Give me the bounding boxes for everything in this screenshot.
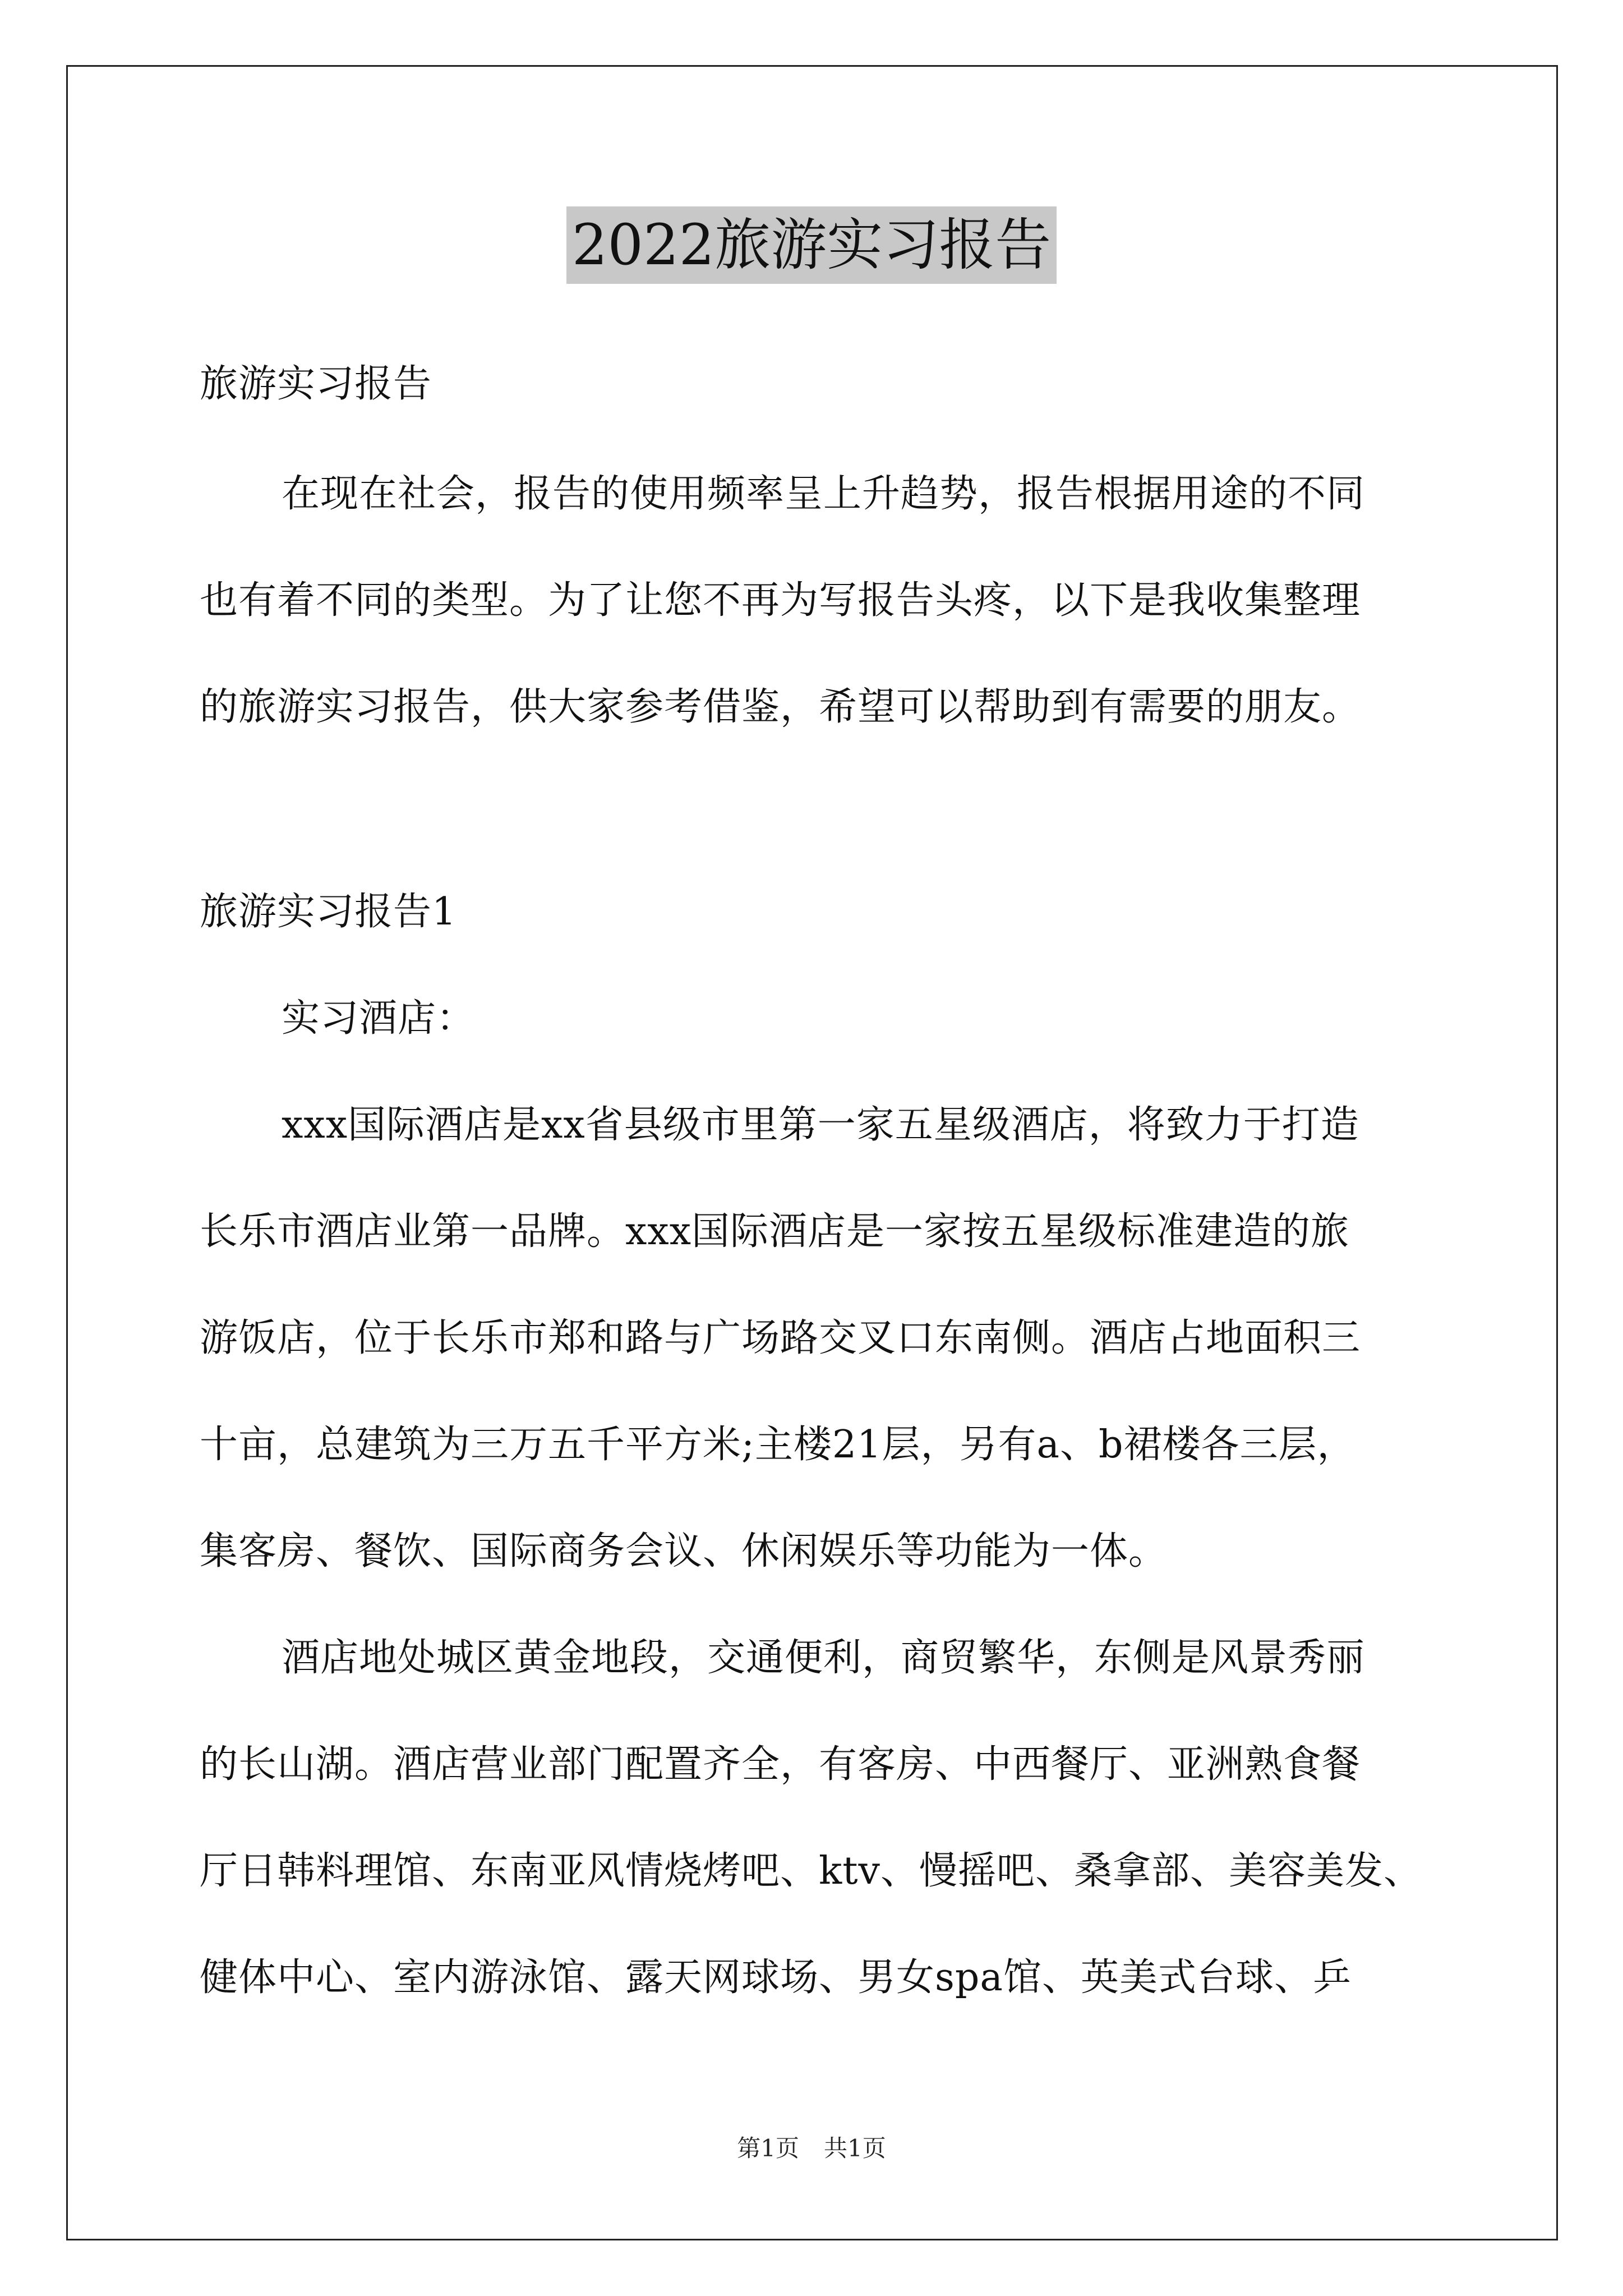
paragraph-2-line-2: 的长山湖。酒店营业部门配置齐全，有客房、中西餐厅、亚洲熟食餐 xyxy=(200,1742,1361,1787)
intro-line-2: 也有着不同的类型。为了让您不再为写报告头疼，以下是我收集整理 xyxy=(200,578,1361,623)
page-footer xyxy=(0,2132,1623,2165)
document-title: 2022旅游实习报告 xyxy=(566,206,1057,284)
paragraph-1-line-3: 游饭店，位于长乐市郑和路与广场路交叉口东南侧。酒店占地面积三 xyxy=(200,1316,1361,1360)
document-subtitle: 旅游实习报告 xyxy=(200,362,432,406)
paragraph-1-line-1: xxx国际酒店是xx省县级市里第一家五星级酒店，将致力于打造 xyxy=(282,1103,1359,1147)
title-container xyxy=(0,206,1623,284)
hotel-label: 实习酒店： xyxy=(282,996,476,1041)
paragraph-1-line-2: 长乐市酒店业第一品牌。xxx国际酒店是一家按五星级标准建造的旅 xyxy=(200,1209,1350,1254)
page-number-total: 共1页 xyxy=(824,2134,886,2162)
section-heading: 旅游实习报告1 xyxy=(200,890,457,934)
intro-line-3: 的旅游实习报告，供大家参考借鉴，希望可以帮助到有需要的朋友。 xyxy=(200,685,1361,729)
intro-line-1: 在现在社会，报告的使用频率呈上升趋势，报告根据用途的不同 xyxy=(282,472,1366,516)
page-number-current: 第1页 xyxy=(737,2134,799,2162)
paragraph-2-line-4: 健体中心、室内游泳馆、露天网球场、男女spa馆、英美式台球、乒 xyxy=(200,1955,1352,2000)
paragraph-2-line-1: 酒店地处城区黄金地段，交通便利，商贸繁华，东侧是风景秀丽 xyxy=(282,1636,1366,1680)
paragraph-2-line-3: 厅日韩料理馆、东南亚风情烧烤吧、ktv、慢摇吧、桑拿部、美容美发、 xyxy=(200,1849,1422,1893)
paragraph-1-line-5: 集客房、餐饮、国际商务会议、休闲娱乐等功能为一体。 xyxy=(200,1529,1168,1573)
paragraph-1-line-4: 十亩，总建筑为三万五千平方米;主楼21层，另有a、b裙楼各三层， xyxy=(200,1423,1356,1467)
